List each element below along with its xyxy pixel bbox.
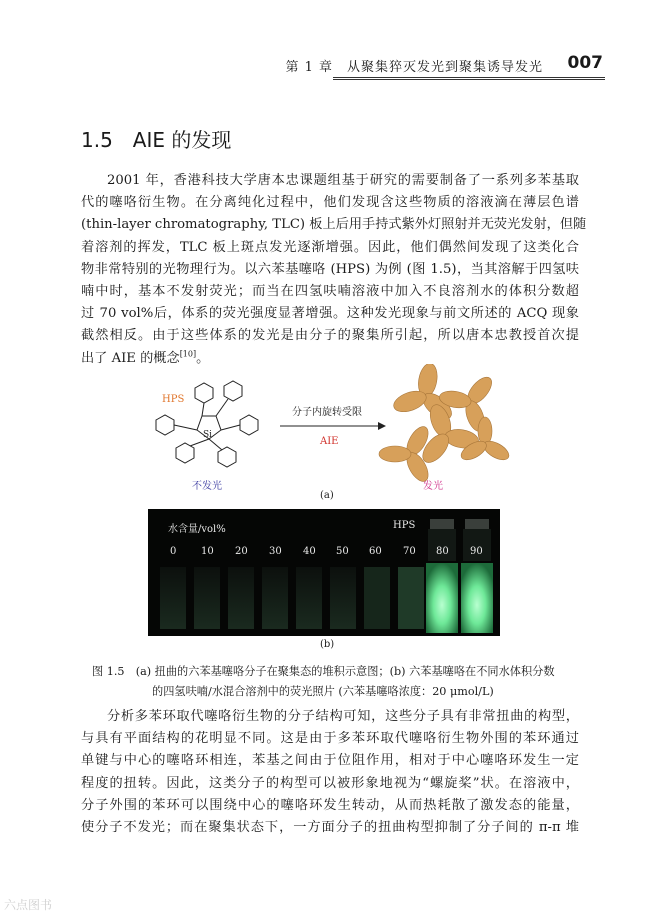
hps-label: HPS bbox=[162, 394, 185, 405]
text-line: 程度的扭转。因此，这类分子的构型可以被形象地视为“螺旋桨”状。在溶液中， bbox=[81, 775, 579, 791]
vial-row bbox=[160, 519, 493, 633]
water-content-values bbox=[148, 546, 500, 560]
running-header bbox=[0, 52, 655, 80]
no-emission-label: 不发光 bbox=[192, 481, 222, 492]
water-value: 40 bbox=[303, 546, 316, 557]
water-content-axis-label: 水含量/vol% bbox=[168, 524, 226, 535]
water-value: 70 bbox=[403, 546, 416, 557]
arrow-top-label: 分子内旋转受限 bbox=[292, 407, 362, 418]
watermark: 六点图书 bbox=[4, 898, 53, 912]
caption-line-2: 的四氢呋喃/水混合溶剂中的荧光照片 (六苯基噻咯浓度：20 μmol/L) bbox=[152, 685, 494, 698]
text-line: 着溶剂的挥发，TLC 板上斑点发光逐渐增强。因此，他们偶然间发现了这类化合 bbox=[81, 239, 579, 255]
silicon-label: Si bbox=[203, 430, 213, 440]
arrow-head bbox=[378, 422, 386, 430]
section-title: 1.5 AIE 的发现 bbox=[81, 128, 232, 152]
water-value: 20 bbox=[235, 546, 248, 557]
page-number: 007 bbox=[567, 53, 603, 73]
water-value: 50 bbox=[336, 546, 349, 557]
chapter-title: 第 1 章 从聚集猝灭发光到聚集诱导发光 bbox=[285, 60, 543, 75]
text-line: 过 70 vol%后，体系的荧光强度显著增强。这种发光现象与前文所述的 ACQ 现象 bbox=[81, 306, 579, 322]
citation: [10] bbox=[179, 349, 197, 359]
figure-caption bbox=[92, 662, 582, 702]
water-value: 0 bbox=[170, 546, 177, 557]
water-value: 10 bbox=[201, 546, 214, 557]
text-fragment: 出了 AIE 的概念 bbox=[81, 350, 180, 366]
text-line: 物非常特别的光物理行为。以六苯基噻咯 (HPS) 为例 (图 1.5)，当其溶解于四氢呋 bbox=[81, 261, 579, 277]
water-value: 30 bbox=[269, 546, 282, 557]
header-rule-2 bbox=[333, 79, 605, 80]
text-line: 代的噻咯衍生物。在分离纯化过程中，他们发现含这些物质的溶液滴在薄层色谱 bbox=[81, 195, 579, 211]
water-value: 90 bbox=[470, 546, 483, 557]
water-value: 60 bbox=[369, 546, 382, 557]
text-line: (thin-layer chromatography, TLC) 板上后用手持式紫外灯照射并无荧光发射，但随 bbox=[81, 217, 587, 233]
paragraph-2 bbox=[81, 706, 579, 839]
panel-a-label: (a) bbox=[320, 490, 334, 501]
caption-line-1: 图 1.5 (a) 扭曲的六苯基噻咯分子在聚集态的堆积示意图；(b) 六苯基噻咯在不同水体积分数 bbox=[92, 665, 555, 678]
header-rule bbox=[333, 77, 605, 78]
emission-label: 发光 bbox=[423, 481, 443, 492]
text-line: 喃中时，基本不发射荧光；而当在四氢呋喃溶液中加入不良溶剂水的体积分数超 bbox=[81, 283, 579, 299]
photo-hps-label: HPS bbox=[393, 520, 416, 531]
text-line: 分子外围的苯环可以围绕中心的噻咯环发生转动，从而热耗散了激发态的能量， bbox=[81, 797, 579, 813]
text-line: 单键与中心的噻咯环相连，苯基之间由于位阻作用，相对于中心噻咯环发生一定 bbox=[81, 753, 579, 769]
paragraph-1 bbox=[81, 170, 587, 370]
text-fragment: 。 bbox=[196, 350, 210, 366]
text-line: 与具有平面结构的花明显不同。这是由于多苯环取代噻咯衍生物外围的苯环通过 bbox=[81, 731, 579, 747]
figure-b-photo bbox=[148, 509, 500, 636]
text-line: 使分子不发光；而在聚集状态下，一方面分子的扭曲构型抑制了分子间的 π-π 堆 bbox=[81, 819, 579, 835]
text-line: 分析多苯环取代噻咯衍生物的分子结构可知，这些分子具有非常扭曲的构型， bbox=[107, 709, 579, 724]
text-line: 2001 年，香港科技大学唐本忠课题组基于研究的需要制备了一系列多苯基取 bbox=[107, 173, 579, 188]
propeller-aggregate bbox=[379, 364, 512, 485]
arrow-bottom-label: AIE bbox=[320, 436, 339, 447]
figure-a-scheme bbox=[140, 364, 520, 504]
panel-b-label: (b) bbox=[320, 639, 335, 650]
text-line: 截然相反。由于这些体系的发光是由分子的聚集所引起，所以唐本忠教授首次提 bbox=[81, 328, 579, 344]
water-value: 80 bbox=[436, 546, 449, 557]
